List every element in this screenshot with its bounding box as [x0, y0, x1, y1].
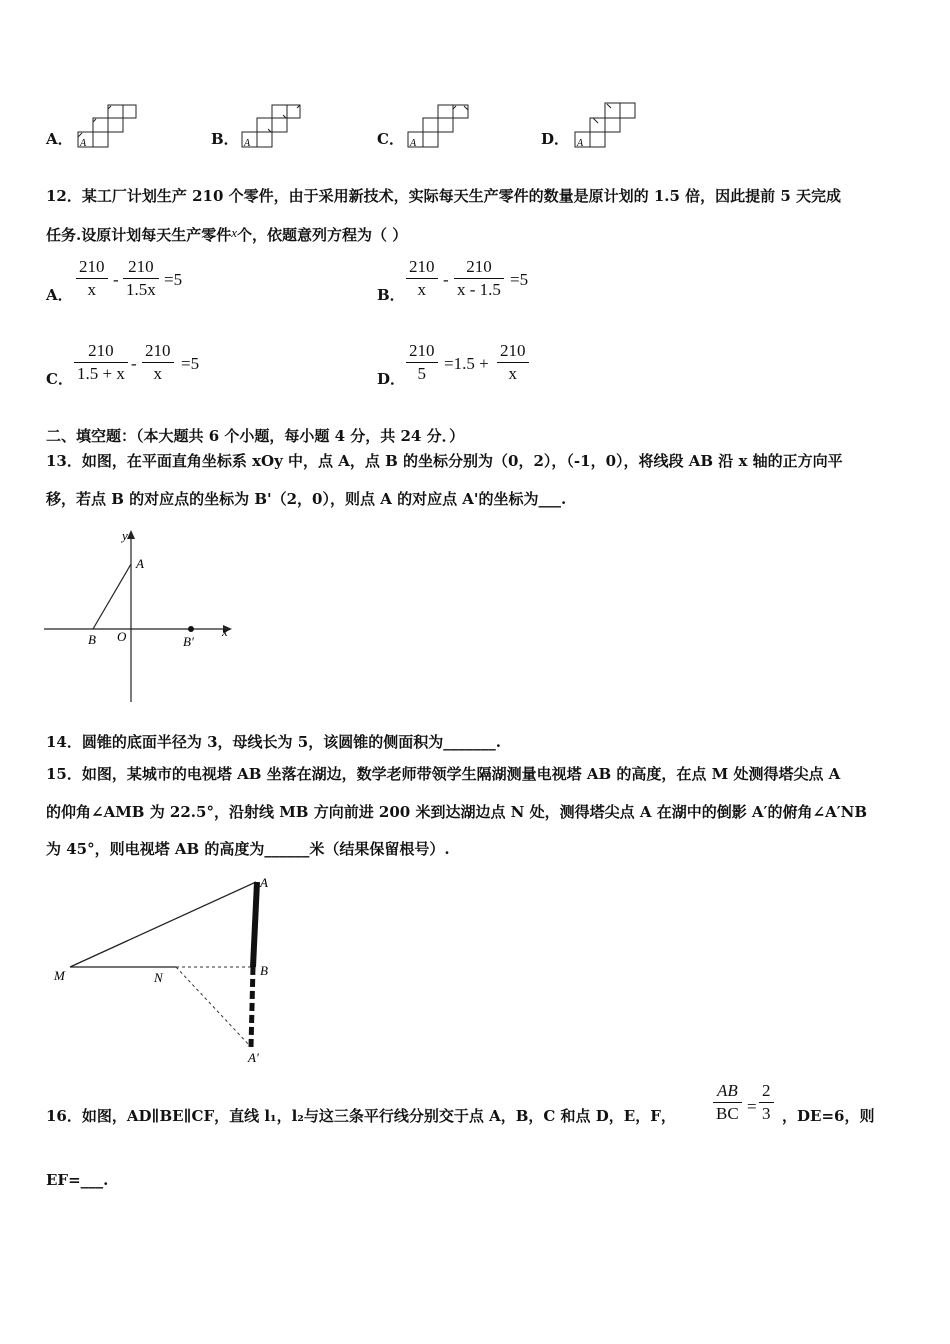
q12-a-frac1: 210 x — [76, 256, 108, 301]
q11-option-c-label[interactable]: C． — [377, 130, 404, 148]
q16-answer-line: EF=___. — [46, 1171, 109, 1189]
q12-b-frac1: 210 x — [406, 256, 438, 301]
reflection-ba-prime — [251, 967, 253, 1047]
q12-text-line2: 任务.设原计划每天生产零件x个，依题意列方程为（ ） — [46, 225, 408, 244]
point-b-prime — [188, 626, 194, 632]
label-a: A — [136, 556, 144, 571]
label-b-prime: B′ — [183, 634, 194, 649]
q15-text-line2: 的仰角∠AMB 为 22.5°，沿射线 MB 方向前进 200 米到达湖边点 N 处，测得塔尖点 A 在湖中的倒影 A′的俯角∠A′NB — [46, 803, 868, 821]
q11-option-d-label[interactable]: D． — [541, 130, 570, 148]
q14-text: 14．圆锥的底面半径为 3，母线长为 5，该圆锥的侧面积为_______. — [46, 733, 501, 751]
q12-d-mid: =1.5 + — [444, 354, 489, 373]
q11-option-b-label[interactable]: B． — [211, 130, 239, 148]
q12-b-op: - — [443, 270, 449, 289]
q12-c-frac1: 210 1.5 + x — [74, 340, 128, 385]
label-m: M — [54, 968, 65, 983]
q16-ratio-frac: AB BC — [713, 1080, 742, 1125]
q12-d-frac1: 210 5 — [406, 340, 438, 385]
q12-option-c-label[interactable]: C． — [46, 370, 73, 388]
q12-text-line1: 12．某工厂计划生产 210 个零件，由于采用新技术，实际每天生产零件的数量是原计划的 1.5 倍，因此提前 5 天完成 — [46, 187, 842, 205]
q12-c-op: - — [131, 354, 137, 373]
q11-option-a-figure — [74, 102, 138, 150]
q11-option-a-label[interactable]: A． — [46, 130, 73, 148]
figure-letter: A — [80, 138, 87, 149]
q15-tower-figure — [48, 872, 288, 1068]
q12-b-frac2: 210 x - 1.5 — [454, 256, 504, 301]
q12-b-rhs: =5 — [510, 270, 529, 289]
q16-value-frac: 2 3 — [759, 1080, 774, 1125]
q12-option-d-label[interactable]: D． — [377, 370, 406, 388]
label-y: y — [122, 528, 128, 543]
q13-text-line1: 13．如图，在平面直角坐标系 xOy 中，点 A，点 B 的坐标分别为（0，2），（-1，0），将线段 AB 沿 x 轴的正方向平 — [46, 452, 843, 470]
figure-letter: A — [410, 138, 417, 149]
y-axis-arrow-icon — [127, 530, 135, 539]
q12-a-rhs: =5 — [164, 270, 183, 289]
q16-tail: ，DE=6，则 — [782, 1107, 875, 1125]
q11-option-b-figure — [238, 102, 302, 150]
label-a-prime: A′ — [248, 1050, 259, 1065]
line-na-prime — [176, 967, 251, 1047]
q12-c-frac2: 210 x — [142, 340, 174, 385]
section-title: 二、填空题：（本大题共 6 个小题，每小题 4 分，共 24 分．） — [46, 427, 465, 445]
q15-text-line3: 为 45°，则电视塔 AB 的高度为______米（结果保留根号）. — [46, 840, 450, 858]
q11-option-d-figure — [571, 100, 637, 150]
label-a: A — [260, 875, 268, 890]
label-n: N — [154, 970, 163, 985]
figure-letter: A — [577, 138, 584, 149]
label-o: O — [117, 629, 127, 644]
label-b: B — [260, 963, 268, 978]
figure-letter: A — [244, 138, 251, 149]
q16-text: 16．如图，AD∥BE∥CF，直线 l₁，l₂与这三条平行线分别交于点 A，B，C 和点 D，E，F， — [46, 1107, 676, 1125]
q12-c-rhs: =5 — [181, 354, 200, 373]
q11-option-c-figure — [404, 102, 472, 150]
q12-option-a-label[interactable]: A． — [46, 286, 73, 304]
segment-ab — [93, 564, 131, 629]
line-ma — [70, 882, 256, 967]
q12-d-frac2: 210 x — [497, 340, 529, 385]
q16-eq: = — [747, 1097, 757, 1116]
q12-option-b-label[interactable]: B． — [377, 286, 405, 304]
q12-a-frac2: 210 1.5x — [123, 256, 159, 301]
q13-coordinate-figure — [40, 524, 240, 706]
q15-text-line1: 15．如图，某城市的电视塔 AB 坐落在湖边，数学老师带领学生隔湖测量电视塔 AB 的高度，在点 M 处测得塔尖点 A — [46, 765, 841, 783]
tower-ab — [253, 882, 257, 967]
q12-a-op: - — [113, 270, 119, 289]
q13-text-line2: 移，若点 B 的对应点的坐标为 B'（2，0），则点 A 的对应点 A'的坐标为___. — [46, 490, 567, 508]
label-x: x — [222, 624, 228, 639]
label-b: B — [88, 632, 96, 647]
